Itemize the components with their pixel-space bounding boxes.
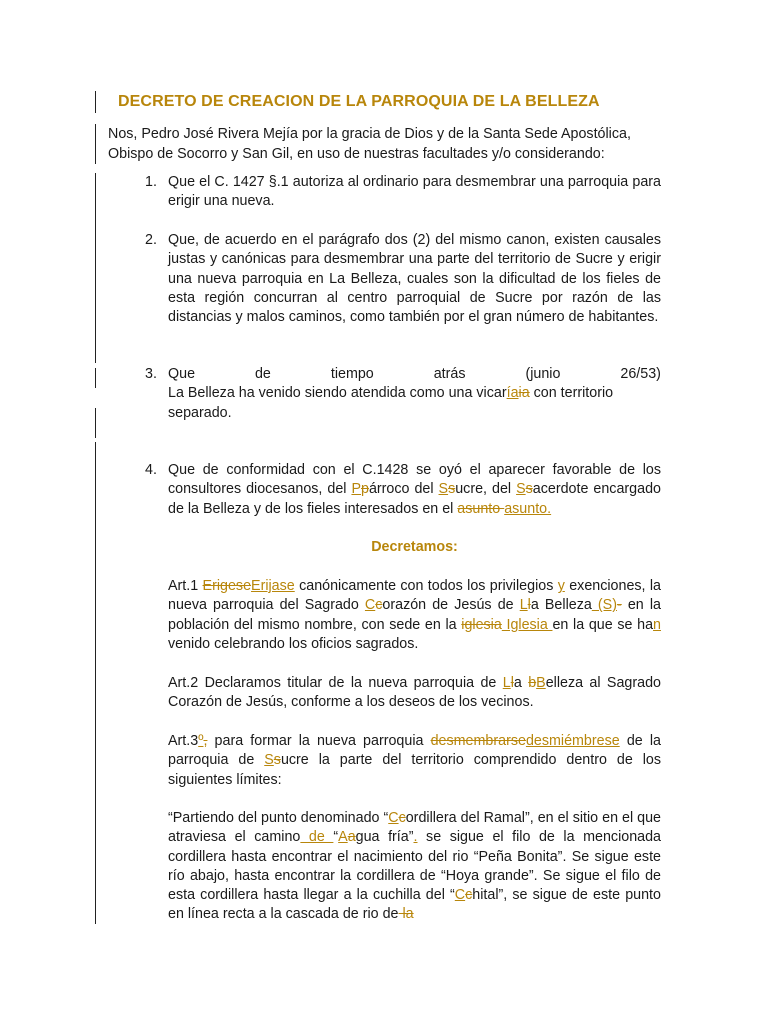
- deleted-text: ,: [203, 733, 208, 749]
- text-line: separado.: [168, 404, 232, 421]
- list-number: 4.: [145, 462, 157, 478]
- list-number: 1.: [145, 174, 157, 190]
- deleted-text: p: [361, 481, 369, 498]
- text-run: para formar la nueva parroquia: [207, 733, 431, 749]
- text-run: con territorio: [529, 385, 614, 402]
- deleted-text: a: [347, 829, 356, 846]
- text-run: La Belleza ha venido siendo atendida como una vicar: [168, 385, 507, 402]
- inserted-text: Erijase: [251, 578, 295, 594]
- inserted-text: (S): [591, 597, 617, 614]
- deleted-text: s: [525, 481, 533, 498]
- deleted-text: desmembrarse: [430, 733, 526, 749]
- deleted-text: s: [448, 481, 456, 498]
- text-run: árroco del: [368, 481, 439, 498]
- text-run: elleza al Sagrado Corazón de Jesús, conforme a los deseos de los vecinos.: [168, 675, 661, 711]
- list-item-text: [168, 365, 661, 423]
- inserted-text: .: [413, 829, 418, 846]
- article-2: [168, 674, 661, 713]
- text-run: ucre la parte del territorio comprendido dentro de los siguientes límites:: [168, 752, 661, 788]
- text-run: Que de conformidad con el C.1428 se oyó el aparecer favorable de los consultores diocesanos, del: [168, 462, 661, 498]
- text-run: ucre, del: [455, 481, 517, 498]
- text-run: Art.1: [168, 578, 203, 594]
- deleted-text: asunto: [457, 500, 505, 517]
- text-run: venido celebrando los oficios sagrados.: [168, 635, 419, 652]
- inserted-text: S: [438, 481, 449, 498]
- text-run: ordillera del Ramal”, en el sitio en el que atraviesa el camino: [168, 810, 661, 846]
- inserted-text: S: [516, 481, 526, 498]
- deleted-text: ia: [518, 385, 530, 402]
- text-run: “Partiendo del punto denominado “: [168, 810, 389, 826]
- list-number: 2.: [145, 232, 157, 248]
- text-run: orazón de Jesús de: [382, 597, 520, 614]
- inserted-text: ía: [506, 385, 519, 402]
- deleted-text: c: [465, 887, 473, 904]
- text-run: de la parroquia de: [168, 733, 661, 769]
- deleted-text: s: [273, 752, 281, 769]
- inserted-text: A: [338, 829, 348, 846]
- deleted-text: c: [398, 810, 406, 826]
- text-line: [168, 384, 661, 403]
- text-run: Art.2 Declaramos titular de la nueva parroquia de: [168, 675, 503, 691]
- change-bar: [95, 124, 96, 164]
- text-run: “: [333, 829, 339, 846]
- deleted-text: c: [375, 597, 383, 614]
- inserted-text: n: [653, 616, 661, 633]
- deleted-text: l: [510, 675, 514, 691]
- change-bar: [95, 408, 96, 438]
- spread-line: [168, 365, 661, 384]
- text-run: en la población del mismo nombre, con sede en la: [168, 597, 661, 633]
- text-run: acerdote encargado de la Belleza y de los fieles interesados en el: [168, 481, 661, 517]
- document-title: DECRETO DE CREACION DE LA PARROQUIA DE LA BELLEZA: [118, 93, 600, 110]
- inserted-text: C: [364, 597, 376, 614]
- deleted-text: la: [398, 906, 414, 923]
- text-run: se sigue el filo de la mencionada cordillera hasta encontrar el nacimiento del rio “Peña Bonita”. Se sigue este río abajo, hasta encontrar la cordillera de “Hoya grande”. Se sigue el filo de esta cordillera hasta llegar a la cuchilla del “: [168, 829, 662, 904]
- inserted-text: B: [536, 675, 546, 691]
- section-heading: Decretamos:: [371, 539, 458, 555]
- article-3: [168, 732, 661, 790]
- inserted-text: L: [502, 675, 511, 691]
- limits-paragraph: [168, 809, 661, 925]
- list-item-text: [168, 461, 661, 519]
- inserted-text: C: [388, 810, 399, 826]
- word: atrás: [433, 366, 466, 382]
- inserted-text: P: [351, 481, 361, 498]
- text-run: en la que se ha: [552, 616, 654, 633]
- text-run: gua fría”: [355, 829, 414, 846]
- word: 26/53): [620, 366, 661, 382]
- change-bar: [95, 464, 96, 924]
- inserted-text: desmiémbrese: [525, 733, 620, 749]
- text-run: hital”, se sigue de este punto en línea recta a la cascada de rio de: [168, 887, 661, 923]
- inserted-text: º: [198, 733, 204, 749]
- text-run: Art.3: [168, 733, 199, 749]
- list-number: 3.: [145, 366, 157, 382]
- intro-paragraph: [108, 124, 663, 164]
- deleted-text: l: [527, 597, 531, 614]
- change-bar: [95, 173, 96, 363]
- deleted-text: b: [528, 675, 537, 691]
- inserted-text: y: [557, 578, 565, 594]
- text-run: a: [513, 675, 529, 691]
- change-bar: [95, 91, 96, 113]
- list-item-text: Que el C. 1427 §.1 autoriza al ordinario para desmembrar una parroquia para erigir una nueva.: [168, 174, 661, 210]
- word: Que: [168, 366, 196, 382]
- intro-line: Nos, Pedro José Rivera Mejía por la gracia de Dios y de la Santa Sede Apostólica,: [108, 126, 631, 142]
- word: de: [254, 366, 271, 382]
- list-item-text: Que, de acuerdo en el parágrafo dos (2) del mismo canon, existen causales justas y canónicas para desmembrar una parte del territorio de Sucre y erigir una nueva parroquia en La Belleza, cuales son la dificultad de los fieles de esta región concurran al centro parroquial de Sucre por razón de las distancias y malos caminos, como también por el gran número de habitantes.: [168, 232, 661, 326]
- deleted-text: iglesia: [461, 616, 502, 633]
- inserted-text: Iglesia: [501, 616, 553, 633]
- text-run: canónicamente con todos los privilegios: [294, 578, 558, 594]
- inserted-text: S: [264, 752, 274, 769]
- change-bar: [95, 368, 96, 388]
- word: tiempo: [330, 366, 374, 382]
- deleted-text: Erigese: [202, 578, 252, 594]
- inserted-text: asunto.: [504, 500, 552, 517]
- text-run: a Belleza: [530, 597, 592, 614]
- text-run: exenciones, la nueva parroquia del Sagrado: [168, 578, 661, 614]
- inserted-text: C: [454, 887, 466, 904]
- inserted-text: de: [300, 829, 334, 846]
- change-bar: [95, 442, 96, 464]
- article-1: [168, 577, 661, 654]
- inserted-text: L: [519, 597, 528, 614]
- deleted-text: -: [616, 597, 622, 614]
- intro-line: Obispo de Socorro y San Gil, en uso de nuestras facultades y/o considerando:: [108, 146, 605, 162]
- word: (junio: [525, 366, 561, 382]
